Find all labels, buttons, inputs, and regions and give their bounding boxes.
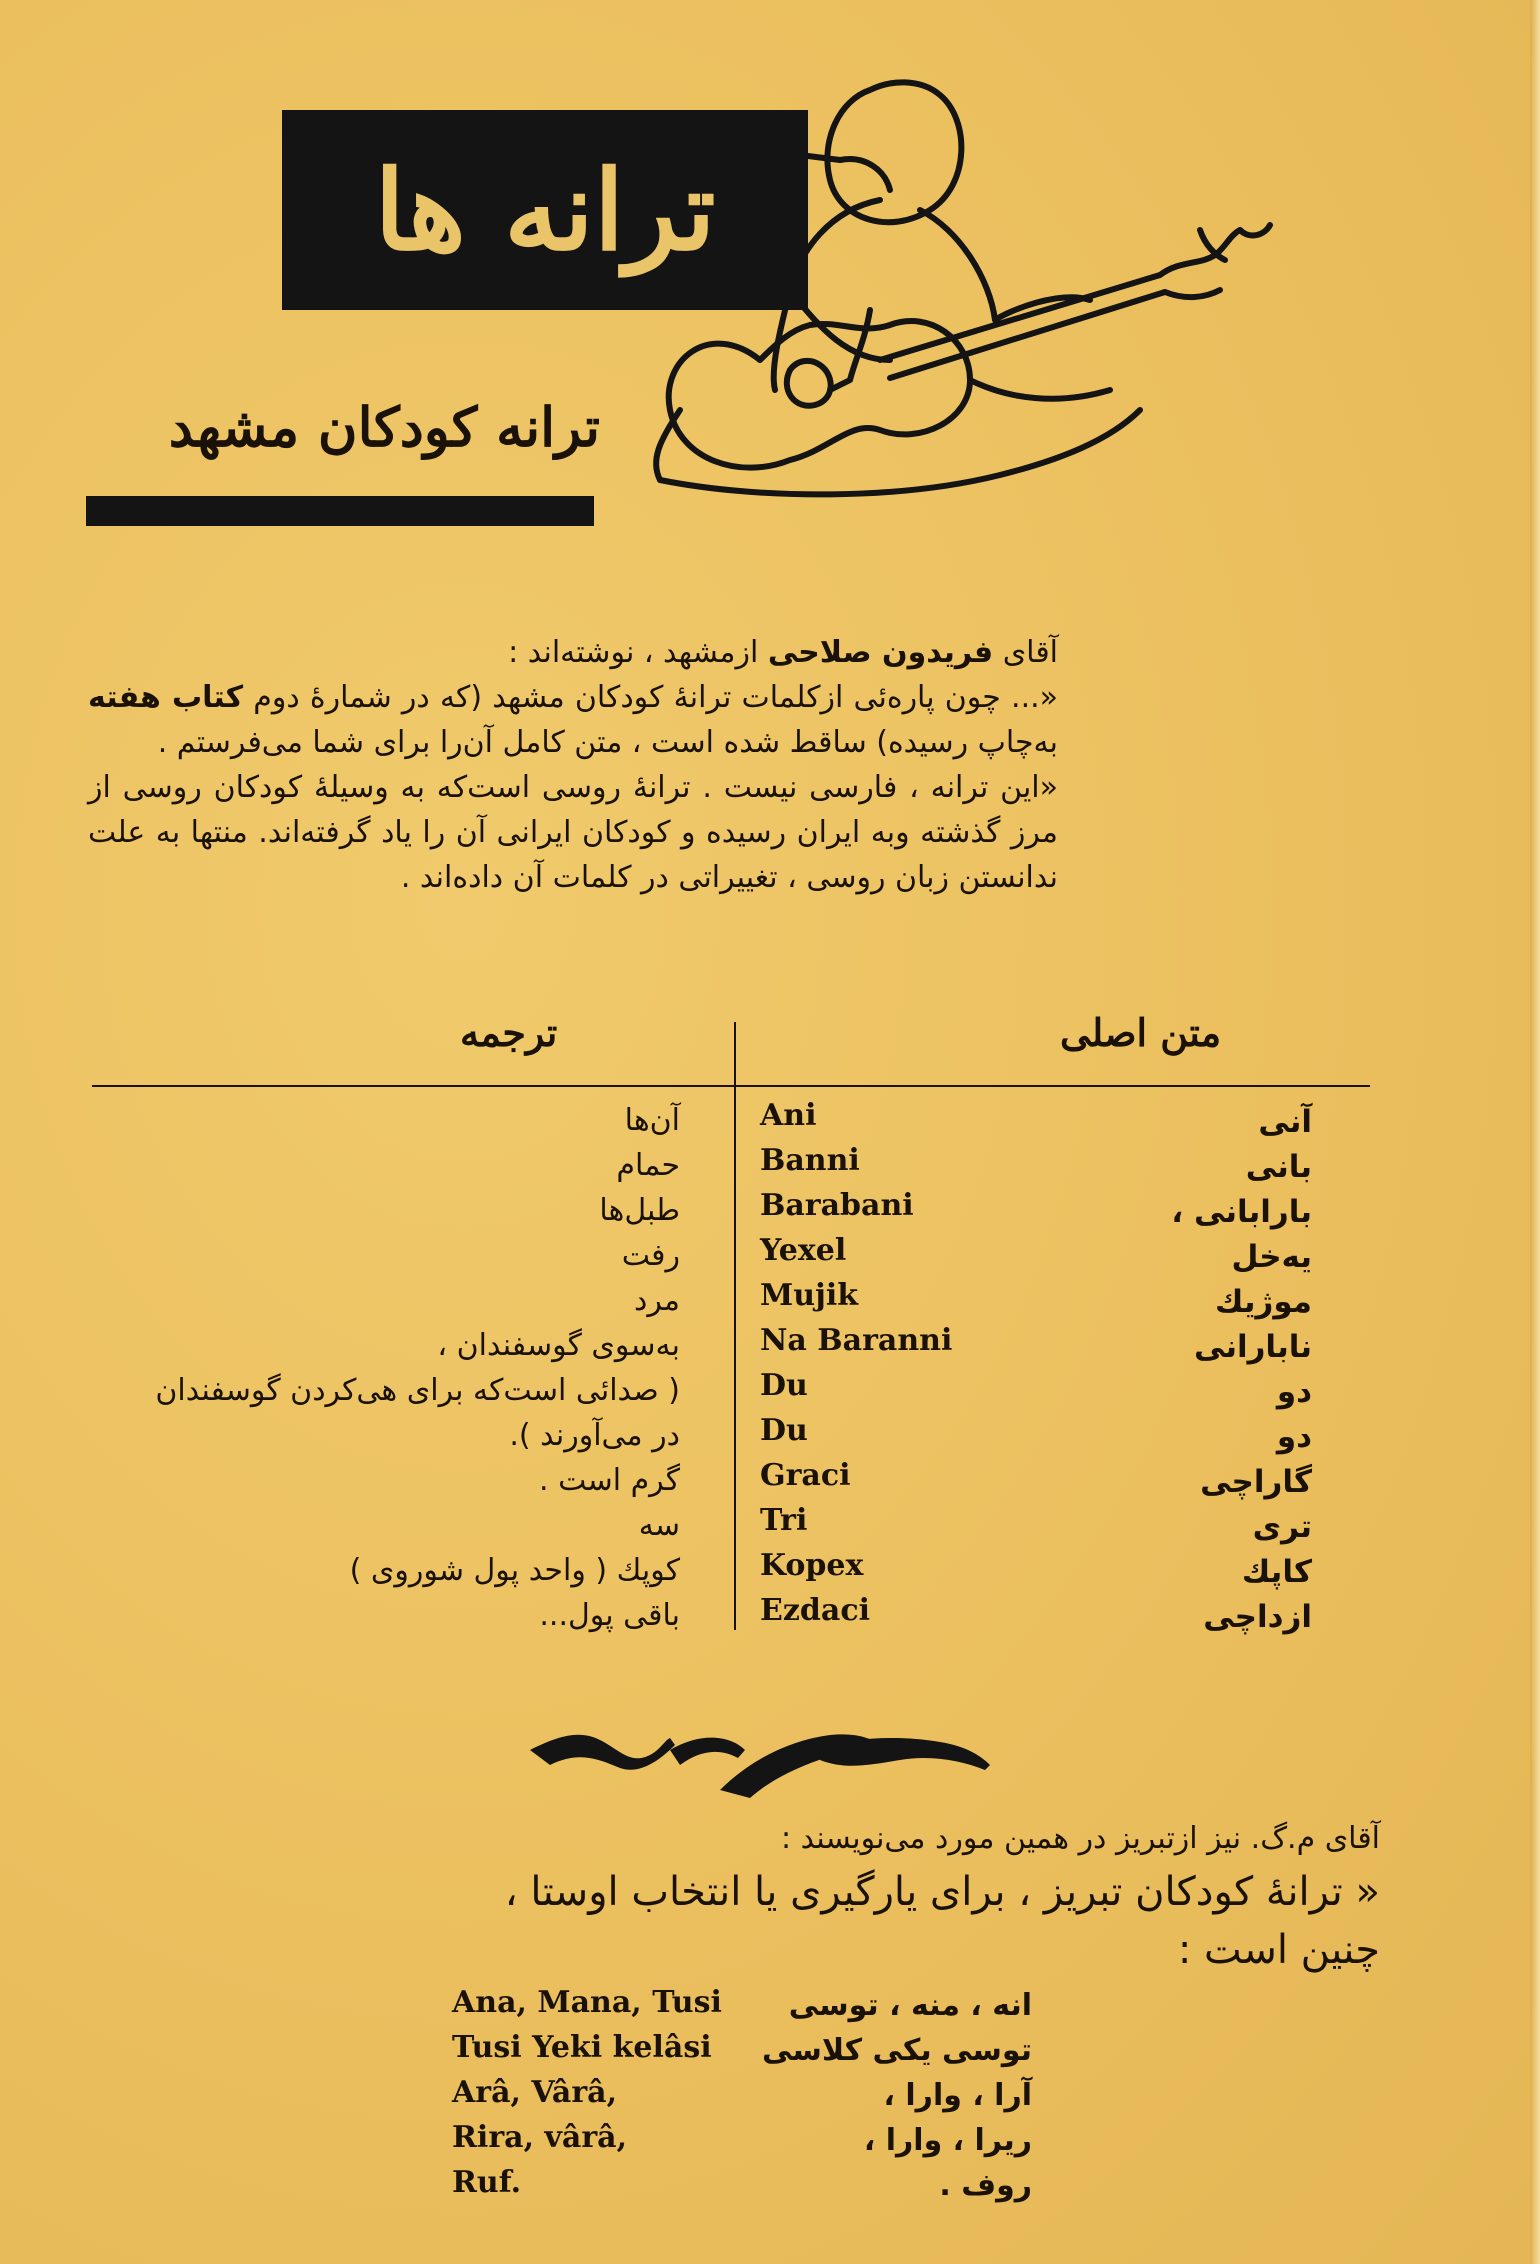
- persian-word: کاپك: [1241, 1554, 1312, 1590]
- persian-word: تری: [1252, 1509, 1312, 1545]
- page-edge: [1530, 0, 1540, 2264]
- ornament-divider: [520, 1710, 1000, 1800]
- original-header: متن اصلی: [1060, 1010, 1222, 1055]
- translation-line: رفت: [621, 1238, 680, 1273]
- song-persian-line: انه ، منه ، توسی: [788, 1988, 1032, 2023]
- translation-line: ( صدائی است‌که برای هی‌کردن گوسفندان: [155, 1373, 680, 1408]
- intro-p2-start: «... چون پاره‌ئی ازکلمات ترانهٔ کودکان مشهد (که در شمارهٔ دوم: [243, 680, 1058, 715]
- tabriz-intro: آقای م.گ. نیز ازتبریز در همین مورد می‌نویسند :: [781, 1821, 1380, 1856]
- latin-word: Kopex: [760, 1548, 864, 1583]
- table-column-divider: [734, 1022, 736, 1630]
- intro-paragraph-1: [88, 630, 1058, 675]
- song-latin-line: Ana, Mana, Tusi: [452, 1985, 722, 2020]
- latin-word: Ani: [760, 1098, 817, 1133]
- intro-p2-end: به‌چاپ رسیده) ساقط شده است ، متن کامل آن‌را برای شما می‌فرستم .: [157, 725, 1058, 760]
- latin-word: Du: [760, 1368, 808, 1403]
- latin-word: Du: [760, 1413, 808, 1448]
- translation-line: آن‌ها: [624, 1103, 680, 1138]
- persian-word: نابارانی: [1193, 1329, 1312, 1365]
- song-latin-line: Arâ, Vârâ,: [452, 2075, 618, 2110]
- translation-line: به‌سوی گوسفندان ،: [437, 1328, 680, 1363]
- translation-header: ترجمه: [460, 1010, 558, 1055]
- translation-line: کوپك ( واحد پول شوروی ): [349, 1553, 680, 1588]
- translation-line: مرد: [634, 1283, 680, 1318]
- book-title: کتاب هفته: [88, 680, 244, 715]
- translation-line: سه: [638, 1508, 680, 1543]
- song-latin-line: Tusi Yeki kelâsi: [452, 2030, 712, 2065]
- tabriz-quote-line-1: « ترانهٔ کودکان تبریز ، برای یارگیری یا انتخاب اوستا ،: [504, 1869, 1380, 1915]
- song-persian-line: آرا ، وارا ،: [883, 2078, 1032, 2113]
- persian-word: دو: [1276, 1374, 1312, 1410]
- latin-word: Mujik: [760, 1278, 859, 1313]
- song-persian-line: روف .: [939, 2168, 1032, 2203]
- intro-text: [88, 630, 1058, 900]
- song-persian-line: توسی یکی کلاسی: [762, 2033, 1032, 2068]
- song-latin-line: Ruf.: [452, 2165, 522, 2200]
- intro-paragraph-3: «این ترانه ، فارسی نیست . ترانهٔ روسی است‌که به وسیلهٔ کودکان روسی از مرز گذشته وبه ایران رسیده و کودکان ایرانی آن را یاد گرفته‌اند. منتها به علت ندانستن زبان روسی ، تغییراتی در کلمات آن داده‌اند .: [88, 770, 1058, 895]
- author-name: فریدون صلاحی: [767, 635, 994, 670]
- tabriz-quote-line-2: چنین است :: [1177, 1927, 1380, 1973]
- article-title: ترانه کودکان مشهد: [168, 395, 600, 459]
- section-title: ترانه ها: [374, 145, 716, 275]
- persian-word: بانی: [1245, 1149, 1312, 1185]
- persian-word: یه‌خل: [1231, 1239, 1312, 1275]
- latin-word: Tri: [760, 1503, 808, 1538]
- translation-line: گرم است .: [539, 1463, 680, 1498]
- title-underline-bar: [86, 496, 594, 526]
- persian-word: ازداچی: [1203, 1599, 1312, 1635]
- persian-word: گاراچی: [1200, 1464, 1312, 1500]
- guitar-player-illustration: [640, 60, 1300, 500]
- translation-line: در می‌آورند ).: [509, 1418, 680, 1453]
- intro-paragraph-2: [88, 675, 1058, 765]
- latin-word: Na Baranni: [760, 1323, 953, 1358]
- persian-word: بارابانی ،: [1171, 1194, 1312, 1230]
- table-header-rule: [92, 1085, 1370, 1087]
- tabriz-section: [160, 1815, 1380, 1979]
- persian-word: موژیك: [1215, 1284, 1312, 1320]
- latin-word: Yexel: [760, 1233, 847, 1268]
- persian-word: دو: [1276, 1419, 1312, 1455]
- latin-word: Graci: [760, 1458, 851, 1493]
- persian-word: آنی: [1258, 1104, 1312, 1140]
- latin-word: Barabani: [760, 1188, 914, 1223]
- song-persian-line: ریرا ، وارا ،: [863, 2123, 1032, 2158]
- translation-line: حمام: [616, 1148, 680, 1183]
- latin-word: Ezdaci: [760, 1593, 870, 1628]
- latin-word: Banni: [760, 1143, 860, 1178]
- translation-line: طبل‌ها: [599, 1193, 680, 1228]
- intro-p1-rest: ازمشهد ، نوشته‌اند :: [508, 635, 768, 670]
- intro-p1-prefix: آقای: [993, 635, 1058, 670]
- translation-line: باقی پول...: [539, 1598, 680, 1633]
- song-latin-line: Rira, vârâ,: [452, 2120, 628, 2155]
